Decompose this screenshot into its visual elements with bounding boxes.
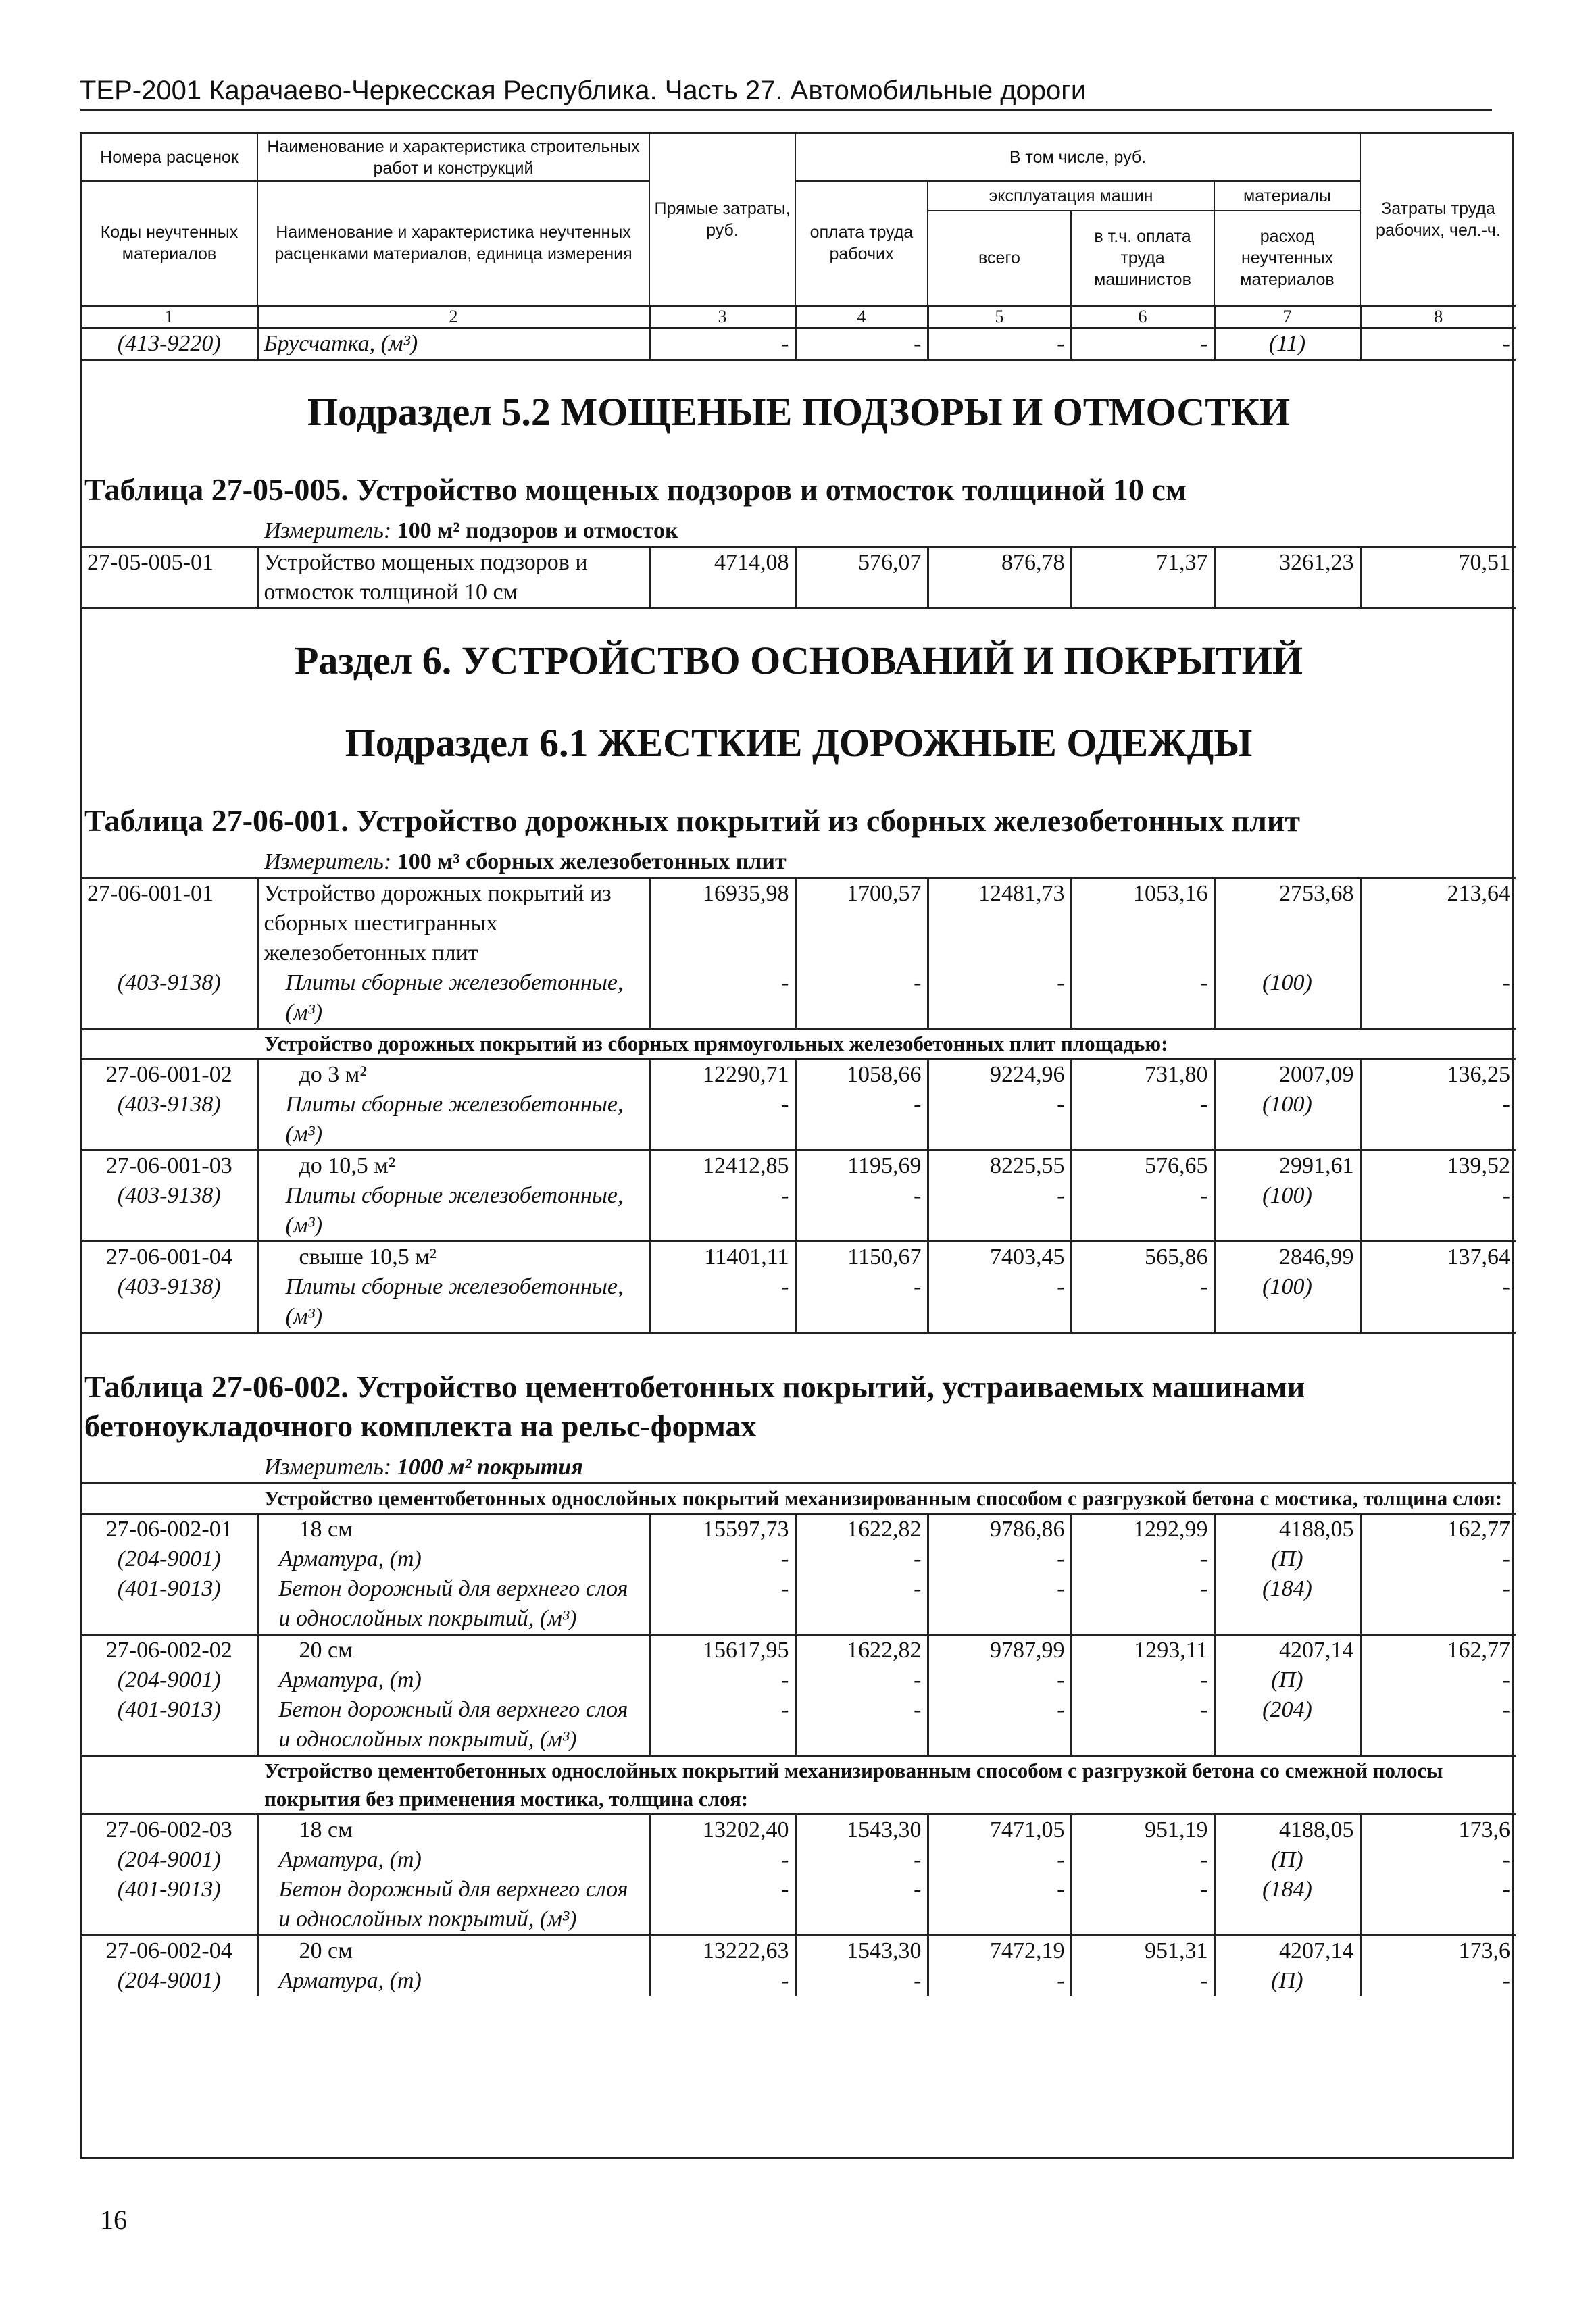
measure-line [82, 509, 1516, 547]
table-row [82, 1241, 1516, 1272]
cell: - [1360, 328, 1516, 359]
cell: (100) [1214, 1181, 1360, 1242]
table-row [82, 328, 1516, 359]
table-row [82, 1544, 1516, 1574]
cell: - [649, 1181, 795, 1242]
table-row [82, 1665, 1516, 1695]
row-name: Арматура, (т) [257, 1544, 649, 1574]
table-row [82, 1574, 1516, 1635]
cell: 139,52 [1360, 1150, 1516, 1181]
col-num: 4 [795, 305, 928, 328]
rates-table [80, 132, 1514, 2159]
cell: - [1071, 1090, 1214, 1151]
cell: - [649, 1875, 795, 1936]
cell: - [1360, 1966, 1516, 1996]
row-code: (401-9013) [82, 1875, 257, 1936]
cell: - [649, 1695, 795, 1756]
col-header-labor: Затраты труда рабочих, чел.-ч. [1360, 134, 1516, 305]
cell: - [1071, 328, 1214, 359]
cell: (184) [1214, 1574, 1360, 1635]
table-header [82, 134, 1516, 305]
cell: - [1360, 1845, 1516, 1875]
cell: - [649, 1966, 795, 1996]
page-number: 16 [100, 2205, 127, 2235]
cell: 9224,96 [928, 1059, 1071, 1090]
cell: 4207,14 [1214, 1935, 1360, 1966]
cell: - [928, 1875, 1071, 1936]
col-header-number: Номера расценок [82, 134, 257, 181]
col-num: 2 [257, 305, 649, 328]
cell: 11401,11 [649, 1241, 795, 1272]
row-name: 18 см [257, 1513, 649, 1544]
row-name: Бетон дорожный для верхнего слоя и однослойных покрытий, (м³) [257, 1875, 649, 1936]
cell: 1543,30 [795, 1935, 928, 1966]
cell: - [928, 1845, 1071, 1875]
cell: 15617,95 [649, 1634, 795, 1665]
cell: 4188,05 [1214, 1513, 1360, 1544]
cell: 12412,85 [649, 1150, 795, 1181]
cell: 13222,63 [649, 1935, 795, 1966]
row-name: свыше 10,5 м² [257, 1241, 649, 1272]
cell: - [795, 1845, 928, 1875]
cell: - [1360, 1875, 1516, 1936]
cell: - [928, 1574, 1071, 1635]
row-name: Плиты сборные железобетонные, (м³) [257, 1090, 649, 1151]
cell: 9786,86 [928, 1513, 1071, 1544]
cell: (100) [1214, 968, 1360, 1029]
cell: - [795, 1966, 928, 1996]
cell: 565,86 [1071, 1241, 1214, 1272]
col-num: 7 [1214, 305, 1360, 328]
cell: 71,37 [1071, 547, 1214, 608]
cell: (204) [1214, 1695, 1360, 1756]
col-header-codes: Коды неучтенных материалов [82, 181, 257, 305]
cell: 2007,09 [1214, 1059, 1360, 1090]
measure-unit: 100 м³ сборных железобетонных плит [397, 849, 787, 874]
cell: - [649, 1845, 795, 1875]
cell: - [928, 968, 1071, 1029]
table-row [82, 1634, 1516, 1665]
cell: 9787,99 [928, 1634, 1071, 1665]
cell: (100) [1214, 1272, 1360, 1333]
row-code: (204-9001) [117, 1546, 221, 1571]
col-header-materials-name: Наименование и характеристика неучтенных расценками материалов, единица измерения [257, 181, 649, 305]
row-name: Арматура, (т) [257, 1966, 649, 1996]
measure-label: Измеритель: [264, 849, 392, 874]
col-header-material-use: расход неучтенных материалов [1214, 211, 1360, 305]
cell: 876,78 [928, 547, 1071, 608]
table-row [82, 1513, 1516, 1544]
col-header-wages: оплата труда рабочих [795, 181, 928, 305]
row-code: (401-9013) [82, 1574, 257, 1635]
col-num: 6 [1071, 305, 1214, 328]
row-name: Плиты сборные железобетонные, (м³) [257, 1272, 649, 1333]
col-header-materials: материалы [1214, 181, 1360, 211]
cell: 12290,71 [649, 1059, 795, 1090]
row-name: Плиты сборные железобетонные, (м³) [257, 968, 649, 1029]
cell: 731,80 [1071, 1059, 1214, 1090]
col-header-direct-costs: Прямые затраты, руб. [649, 134, 795, 305]
row-code: 27-06-001-04 [105, 1244, 232, 1269]
cell: - [795, 1665, 928, 1695]
measure-line [82, 840, 1516, 878]
row-name: 20 см [257, 1634, 649, 1665]
cell: (П) [1214, 1544, 1360, 1574]
cell: 173,6 [1360, 1935, 1516, 1966]
cell: - [649, 1665, 795, 1695]
row-name: Устройство дорожных покрытий из сборных шестигранных железобетонных плит [257, 878, 649, 968]
cell: - [928, 1665, 1071, 1695]
table-row [82, 547, 1516, 608]
row-code: (204-9001) [117, 1846, 221, 1872]
table-row [82, 1966, 1516, 1996]
measure-label: Измеритель: [264, 1454, 392, 1480]
cell: 1150,67 [795, 1241, 928, 1272]
row-code: 27-06-002-03 [105, 1817, 232, 1842]
cell: (100) [1214, 1090, 1360, 1151]
cell: 173,6 [1360, 1814, 1516, 1845]
col-header-total: всего [928, 211, 1071, 305]
table-row [82, 1875, 1516, 1936]
cell: - [1360, 1574, 1516, 1635]
cell: - [649, 968, 795, 1029]
row-name: Арматура, (т) [257, 1845, 649, 1875]
cell: 162,77 [1360, 1513, 1516, 1544]
cell: 1195,69 [795, 1150, 928, 1181]
cell: - [928, 1181, 1071, 1242]
cell: - [1360, 1544, 1516, 1574]
cell: 4714,08 [649, 547, 795, 608]
measure-label: Измеритель: [264, 518, 392, 543]
cell: 70,51 [1360, 547, 1516, 608]
group-heading: Устройство цементобетонных однослойных покрытий механизированным способом с разгрузкой бетона со смежной полосы покрытия без применения мостика, толщина слоя: [82, 1755, 1516, 1814]
cell: - [1360, 968, 1516, 1029]
cell: - [1360, 1695, 1516, 1756]
cell: 1058,66 [795, 1059, 928, 1090]
cell: - [1071, 1272, 1214, 1333]
cell: - [928, 1090, 1071, 1151]
cell: 213,64 [1360, 878, 1516, 968]
row-code: (204-9001) [117, 1967, 221, 1993]
cell: 7472,19 [928, 1935, 1071, 1966]
cell: - [1360, 1181, 1516, 1242]
row-name: Устройство мощеных подзоров и отмосток толщиной 10 см [257, 547, 649, 608]
cell: - [1071, 1181, 1214, 1242]
subsection-title: Подраздел 5.2 МОЩЕНЫЕ ПОДЗОРЫ И ОТМОСТКИ [307, 389, 1291, 434]
row-code: 27-06-001-03 [105, 1153, 232, 1178]
table-row [82, 878, 1516, 968]
cell: 137,64 [1360, 1241, 1516, 1272]
col-header-name: Наименование и характеристика строительных работ и конструкций [257, 134, 649, 181]
cell: - [795, 1181, 928, 1242]
cell: - [795, 1695, 928, 1756]
column-numbers [82, 305, 1516, 328]
row-code: (403-9138) [82, 1090, 257, 1151]
cell: 4188,05 [1214, 1814, 1360, 1845]
cell: - [795, 1875, 928, 1936]
row-code: (403-9138) [82, 1181, 257, 1242]
row-code: (204-9001) [117, 1667, 221, 1692]
row-name: Плиты сборные железобетонные, (м³) [257, 1181, 649, 1242]
col-num: 5 [928, 305, 1071, 328]
cell: 1700,57 [795, 878, 928, 968]
cell: 15597,73 [649, 1513, 795, 1544]
group-heading: Устройство цементобетонных однослойных покрытий механизированным способом с разгрузкой бетона с мостика, толщина слоя: [82, 1483, 1516, 1513]
cell: 1053,16 [1071, 878, 1214, 968]
section-title: Раздел 6. УСТРОЙСТВО ОСНОВАНИЙ И ПОКРЫТИЙ [294, 638, 1303, 682]
col-header-group: В том числе, руб. [795, 134, 1360, 181]
row-name: до 10,5 м² [257, 1150, 649, 1181]
table-row [82, 1814, 1516, 1845]
cell: (184) [1214, 1875, 1360, 1936]
cell: - [928, 328, 1071, 359]
cell: - [795, 328, 928, 359]
table-row [82, 1272, 1516, 1333]
cell: 3261,23 [1214, 547, 1360, 608]
row-name: Бетон дорожный для верхнего слоя и однослойных покрытий, (м³) [257, 1695, 649, 1756]
cell: - [649, 1090, 795, 1151]
cell: - [928, 1272, 1071, 1333]
table-row [82, 1090, 1516, 1151]
row-name: Бетон дорожный для верхнего слоя и однослойных покрытий, (м³) [257, 1574, 649, 1635]
table-row [82, 1845, 1516, 1875]
measure-unit: 1000 м² покрытия [397, 1454, 583, 1480]
cell: 136,25 [1360, 1059, 1516, 1090]
cell: 8225,55 [928, 1150, 1071, 1181]
cell: - [649, 1272, 795, 1333]
subsection-title: Подраздел 6.1 ЖЕСТКИЕ ДОРОЖНЫЕ ОДЕЖДЫ [345, 720, 1253, 765]
row-code: (403-9138) [82, 1272, 257, 1333]
table-title: Таблица 27-06-002. Устройство цементобетонных покрытий, устраиваемых машинами бетоноукладочного комплекта на рельс-формах [84, 1369, 1305, 1443]
col-header-machines: эксплуатация машин [928, 181, 1214, 211]
cell: 16935,98 [649, 878, 795, 968]
cell: (П) [1214, 1966, 1360, 1996]
cell: - [795, 1574, 928, 1635]
cell: 576,65 [1071, 1150, 1214, 1181]
cell: - [649, 1574, 795, 1635]
cell: - [928, 1544, 1071, 1574]
cell: - [1071, 1574, 1214, 1635]
running-header: ТЕР-2001 Карачаево-Черкесская Республика. Часть 27. Автомобильные дороги [80, 73, 1492, 111]
cell: - [1071, 1966, 1214, 1996]
table-row [82, 1150, 1516, 1181]
cell: - [928, 1695, 1071, 1756]
table-title: Таблица 27-06-001. Устройство дорожных покрытий из сборных железобетонных плит [84, 803, 1301, 838]
row-code: 27-06-002-01 [105, 1516, 232, 1542]
cell: 576,07 [795, 547, 928, 608]
row-code: 27-06-001-01 [82, 878, 257, 968]
cell: - [795, 1544, 928, 1574]
row-code: 27-06-002-02 [105, 1637, 232, 1663]
row-name: Арматура, (т) [257, 1665, 649, 1695]
table-title: Таблица 27-05-005. Устройство мощеных подзоров и отмосток толщиной 10 см [84, 472, 1187, 507]
col-header-operator-wages: в т.ч. оплата труда машинистов [1071, 211, 1214, 305]
col-num: 8 [1360, 305, 1516, 328]
cell: - [1071, 1665, 1214, 1695]
row-name: 20 см [257, 1935, 649, 1966]
row-code: (403-9138) [82, 968, 257, 1029]
cell: - [1360, 1272, 1516, 1333]
cell: 1543,30 [795, 1814, 928, 1845]
cell: - [795, 968, 928, 1029]
cell: - [1071, 1875, 1214, 1936]
measure-line [82, 1446, 1516, 1484]
cell: 2753,68 [1214, 878, 1360, 968]
row-name: Брусчатка, (м³) [257, 328, 649, 359]
cell: 7403,45 [928, 1241, 1071, 1272]
cell: 4207,14 [1214, 1634, 1360, 1665]
cell: - [795, 1272, 928, 1333]
cell: 12481,73 [928, 878, 1071, 968]
row-code: (401-9013) [82, 1695, 257, 1756]
cell: - [1071, 1845, 1214, 1875]
cell: (П) [1214, 1845, 1360, 1875]
cell: 1622,82 [795, 1513, 928, 1544]
cell: 951,19 [1071, 1814, 1214, 1845]
cell: (П) [1214, 1665, 1360, 1695]
cell: 2991,61 [1214, 1150, 1360, 1181]
cell: - [928, 1966, 1071, 1996]
col-num: 1 [82, 305, 257, 328]
cell: - [1071, 1695, 1214, 1756]
cell: (11) [1214, 328, 1360, 359]
cell: - [795, 1090, 928, 1151]
cell: 7471,05 [928, 1814, 1071, 1845]
cell: - [649, 1544, 795, 1574]
cell: - [1071, 1544, 1214, 1574]
row-code: 27-05-005-01 [82, 547, 257, 608]
table-row [82, 1059, 1516, 1090]
table-row [82, 1695, 1516, 1756]
cell: 1292,99 [1071, 1513, 1214, 1544]
table-row [82, 1935, 1516, 1966]
table-row [82, 1181, 1516, 1242]
row-name: 18 см [257, 1814, 649, 1845]
cell: - [1071, 968, 1214, 1029]
cell: - [649, 328, 795, 359]
cell: 13202,40 [649, 1814, 795, 1845]
cell: - [1360, 1665, 1516, 1695]
group-heading: Устройство дорожных покрытий из сборных прямоугольных железобетонных плит площадью: [82, 1028, 1516, 1059]
cell: 1622,82 [795, 1634, 928, 1665]
row-code: 27-06-002-04 [105, 1938, 232, 1963]
col-num: 3 [649, 305, 795, 328]
cell: 2846,99 [1214, 1241, 1360, 1272]
row-code: 27-06-001-02 [105, 1061, 232, 1087]
measure-unit: 100 м² подзоров и отмосток [397, 518, 678, 543]
cell: - [1360, 1090, 1516, 1151]
table-row [82, 968, 1516, 1029]
cell: 1293,11 [1071, 1634, 1214, 1665]
row-name: до 3 м² [257, 1059, 649, 1090]
cell: 951,31 [1071, 1935, 1214, 1966]
cell: 162,77 [1360, 1634, 1516, 1665]
row-code: (413-9220) [82, 328, 257, 359]
